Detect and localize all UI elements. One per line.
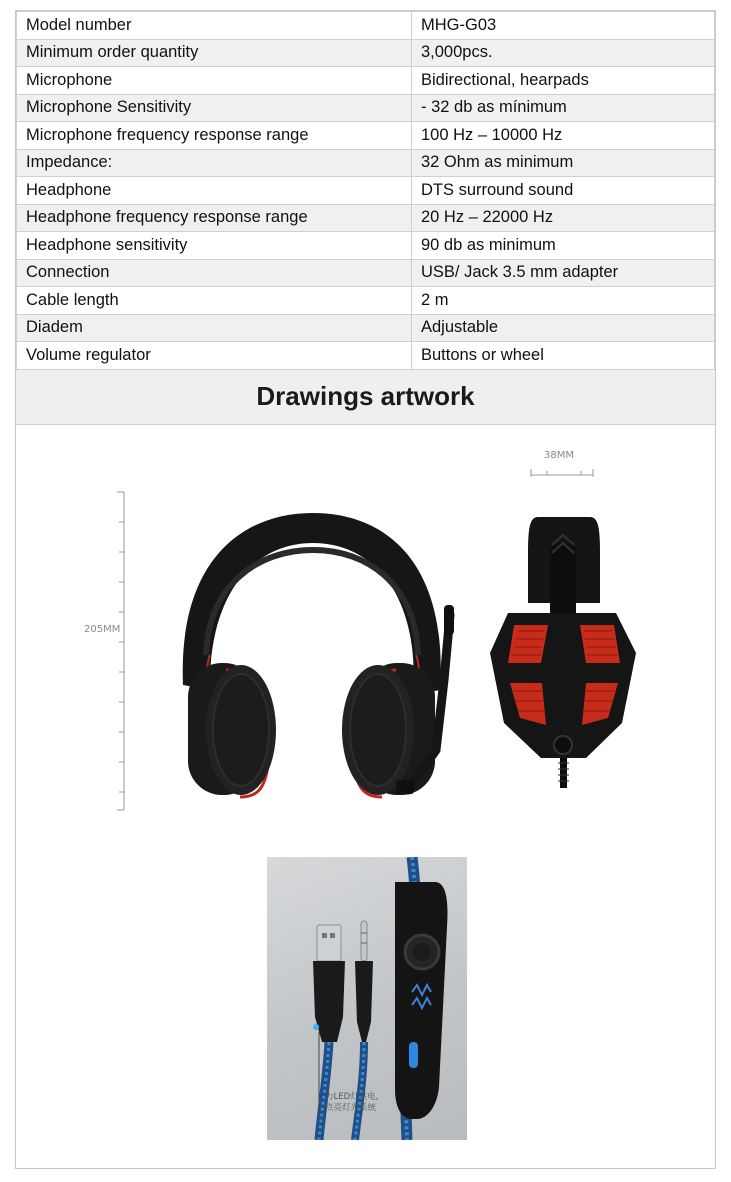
spec-label: Microphone Sensitivity (17, 94, 412, 122)
spec-value: - 32 db as mínimum (412, 94, 715, 122)
spec-value: USB/ Jack 3.5 mm adapter (412, 259, 715, 287)
spec-value: Bidirectional, hearpads (412, 67, 715, 95)
cable-caption-line-2: 点亮灯光系统 (325, 1102, 377, 1113)
height-label: 205MM (84, 623, 121, 635)
headphone-side-image (486, 513, 641, 793)
spec-row (17, 39, 715, 67)
spec-row (17, 259, 715, 287)
width-ruler (529, 465, 599, 479)
spec-row (17, 314, 715, 342)
headphone-front-image (168, 505, 458, 805)
spec-row (17, 12, 715, 40)
spec-value: Buttons or wheel (412, 342, 715, 370)
spec-row (17, 232, 715, 260)
spec-row (17, 204, 715, 232)
spec-label: Microphone (17, 67, 412, 95)
spec-value: Adjustable (412, 314, 715, 342)
spec-label: Volume regulator (17, 342, 412, 370)
cable-photo (267, 857, 467, 1140)
spec-value: DTS surround sound (412, 177, 715, 205)
spec-value: 32 Ohm as minimum (412, 149, 715, 177)
spec-label: Model number (17, 12, 412, 40)
spec-value: 100 Hz – 10000 Hz (412, 122, 715, 150)
spec-row (17, 177, 715, 205)
spec-label: Headphone sensitivity (17, 232, 412, 260)
spec-label: Headphone frequency response range (17, 204, 412, 232)
spec-label: Microphone frequency response range (17, 122, 412, 150)
spec-label: Connection (17, 259, 412, 287)
cable-caption-line-1: 力LED灯供电, (325, 1091, 379, 1102)
spec-label: Minimum order quantity (17, 39, 412, 67)
section-title: Drawings artwork (16, 370, 715, 425)
width-label: 38MM (544, 449, 574, 461)
spec-value: 2 m (412, 287, 715, 315)
cable-photo-caption (325, 1092, 378, 1114)
spec-value: 3,000pcs. (412, 39, 715, 67)
spec-table (16, 11, 715, 370)
spec-label: Impedance: (17, 149, 412, 177)
spec-row (17, 287, 715, 315)
spec-sheet (15, 10, 716, 1169)
spec-label: Diadem (17, 314, 412, 342)
spec-value: MHG-G03 (412, 12, 715, 40)
spec-row (17, 94, 715, 122)
drawing-artwork (16, 425, 715, 1169)
spec-row (17, 149, 715, 177)
spec-label: Cable length (17, 287, 412, 315)
spec-row (17, 342, 715, 370)
spec-row (17, 122, 715, 150)
spec-row (17, 67, 715, 95)
spec-value: 90 db as minimum (412, 232, 715, 260)
spec-label: Headphone (17, 177, 412, 205)
height-ruler (111, 490, 131, 815)
spec-value: 20 Hz – 22000 Hz (412, 204, 715, 232)
